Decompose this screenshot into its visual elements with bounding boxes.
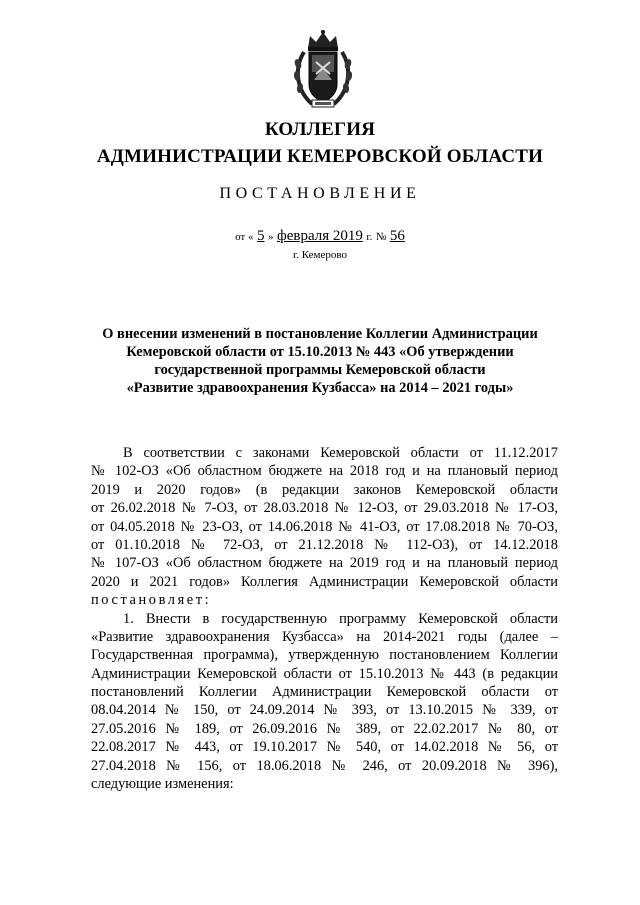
document-title xyxy=(90,325,550,397)
body-line: от 04.05.2018 № 23-ОЗ, от 14.06.2018 № 41-ОЗ, от 17.08.2018 № 70-ОЗ, xyxy=(91,518,558,535)
body-line: от 26.02.2018 № 7-ОЗ, от 28.03.2018 № 12-ОЗ, от 29.03.2018 № 17-ОЗ, xyxy=(91,500,558,517)
body-line: 27.04.2018 № 156, от 18.06.2018 № 246, от 20.09.2018 № 396), xyxy=(91,757,558,774)
document-body xyxy=(91,444,558,793)
date-year-suffix: г. xyxy=(366,231,373,243)
coat-of-arms-icon xyxy=(292,28,354,110)
title-line: Кемеровской области от 15.10.2013 № 443 «Об утверждении xyxy=(126,344,514,360)
date-prefix: от « xyxy=(235,231,254,243)
title-line: О внесении изменений в постановление Коллегии Администрации xyxy=(102,326,538,342)
body-line: В соответствии с законами Кемеровской области от 11.12.2017 xyxy=(123,445,558,461)
body-line: 22.08.2017 № 443, от 19.10.2017 № 540, от 14.02.2018 № 56, от xyxy=(91,739,558,756)
date-number-line xyxy=(0,228,640,245)
date-quote-close: » xyxy=(268,231,274,243)
document-number: 56 xyxy=(389,228,405,244)
document-type: ПОСТАНОВЛЕНИЕ xyxy=(219,185,421,202)
body-line: «Развитие здравоохранения Кузбасса» на 2014-2021 годы (далее – xyxy=(91,628,558,645)
body-line: 27.05.2016 № 189, от 26.09.2016 № 389, от 22.02.2017 № 80, от xyxy=(91,720,558,737)
city: г. Кемерово xyxy=(292,249,348,261)
title-line: «Развитие здравоохранения Кузбасса» на 2014 – 2021 годы» xyxy=(126,380,514,396)
number-sign: № xyxy=(375,231,387,243)
body-line: от 01.10.2018 № 72-ОЗ, от 21.12.2018 № 112-ОЗ), от 14.12.2018 xyxy=(91,536,558,553)
body-line: 1. Внести в государственную программу Кемеровской области xyxy=(123,610,558,627)
date-month-year: февраля 2019 xyxy=(277,228,363,244)
body-line: 2020 и 2021 годов» Коллегия Администрации Кемеровской области xyxy=(91,573,558,590)
body-line: 2019 и 2020 годов» (в редакции законов Кемеровской области xyxy=(91,481,558,498)
body-line: 08.04.2014 № 150, от 24.09.2014 № 393, от 13.10.2015 № 339, от xyxy=(91,702,558,719)
organization-name-line1: КОЛЛЕГИЯ xyxy=(264,119,376,140)
body-line: Государственная программа), утвержденную постановлением Коллегии xyxy=(91,647,558,664)
body-line: постановлений Коллегии Администрации Кемеровской области от xyxy=(91,684,558,701)
body-line: № 107-ОЗ «Об областном бюджете на 2019 год и на плановый период xyxy=(91,555,558,572)
organization-name-line2: АДМИНИСТРАЦИИ КЕМЕРОВСКОЙ ОБЛАСТИ xyxy=(96,146,544,167)
title-line: государственной программы Кемеровской области xyxy=(154,362,486,378)
body-line-resolves: постановляет: xyxy=(91,592,212,609)
body-line: Администрации Кемеровской области от 15.10.2013 № 443 (в редакции xyxy=(91,665,558,682)
date-day: 5 xyxy=(257,228,265,244)
body-line: следующие изменения: xyxy=(91,776,234,793)
body-line: № 102-ОЗ «Об областном бюджете на 2018 год и на плановый период xyxy=(91,463,558,480)
